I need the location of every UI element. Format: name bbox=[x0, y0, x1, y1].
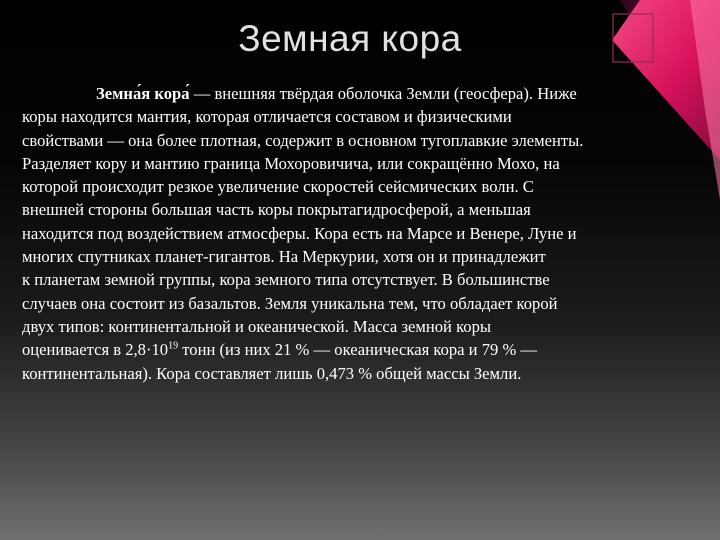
text-line-mass bbox=[22, 338, 710, 361]
text-line: многих спутниках планет-гигантов. На Меркурии, хотя он и принадлежит bbox=[22, 247, 546, 267]
text-line: двух типов: континентальной и океанической. Масса земной коры bbox=[22, 316, 492, 336]
mass-prefix: оценивается в 2,8·10 bbox=[22, 340, 169, 360]
slide-title: Земная кора bbox=[238, 18, 462, 59]
mass-exponent: 19 bbox=[168, 340, 179, 352]
body-paragraph bbox=[22, 82, 710, 385]
text-line: к планетам земной группы, кора земного типа отсутствует. В большинстве bbox=[22, 270, 550, 290]
text-line: свойствами — она более плотная, содержит в основном тугоплавкие элементы. bbox=[22, 130, 584, 150]
text-line: континентальная). Кора составляет лишь 0,473 % общей массы Земли. bbox=[22, 363, 522, 383]
text-line: которой происходит резкое увеличение скоростей сейсмических волн. С bbox=[22, 177, 534, 197]
text-line: случаев она состоит из базальтов. Земля уникальна тем, что обладает корой bbox=[22, 293, 558, 313]
text-line: внешней стороны большая часть коры покрытагидросферой, а меньшая bbox=[22, 200, 531, 220]
text-line: находится под воздействием атмосферы. Кора есть на Марсе и Венере, Луне и bbox=[22, 223, 577, 243]
term-heading: Земна́я кора́ bbox=[96, 84, 190, 103]
text-line bbox=[22, 82, 710, 105]
text-line: коры находится мантия, которая отличается составом и физическими bbox=[22, 107, 512, 127]
text-fragment: — внешняя твёрдая оболочка Земли (геосфера). Ниже bbox=[189, 84, 577, 103]
text-line: Разделяет кору и мантию граница Мохоровичича, или сокращённо Мохо, на bbox=[22, 153, 560, 173]
mass-suffix: тонн (из них 21 % — океаническая кора и 79 % — bbox=[178, 340, 538, 360]
